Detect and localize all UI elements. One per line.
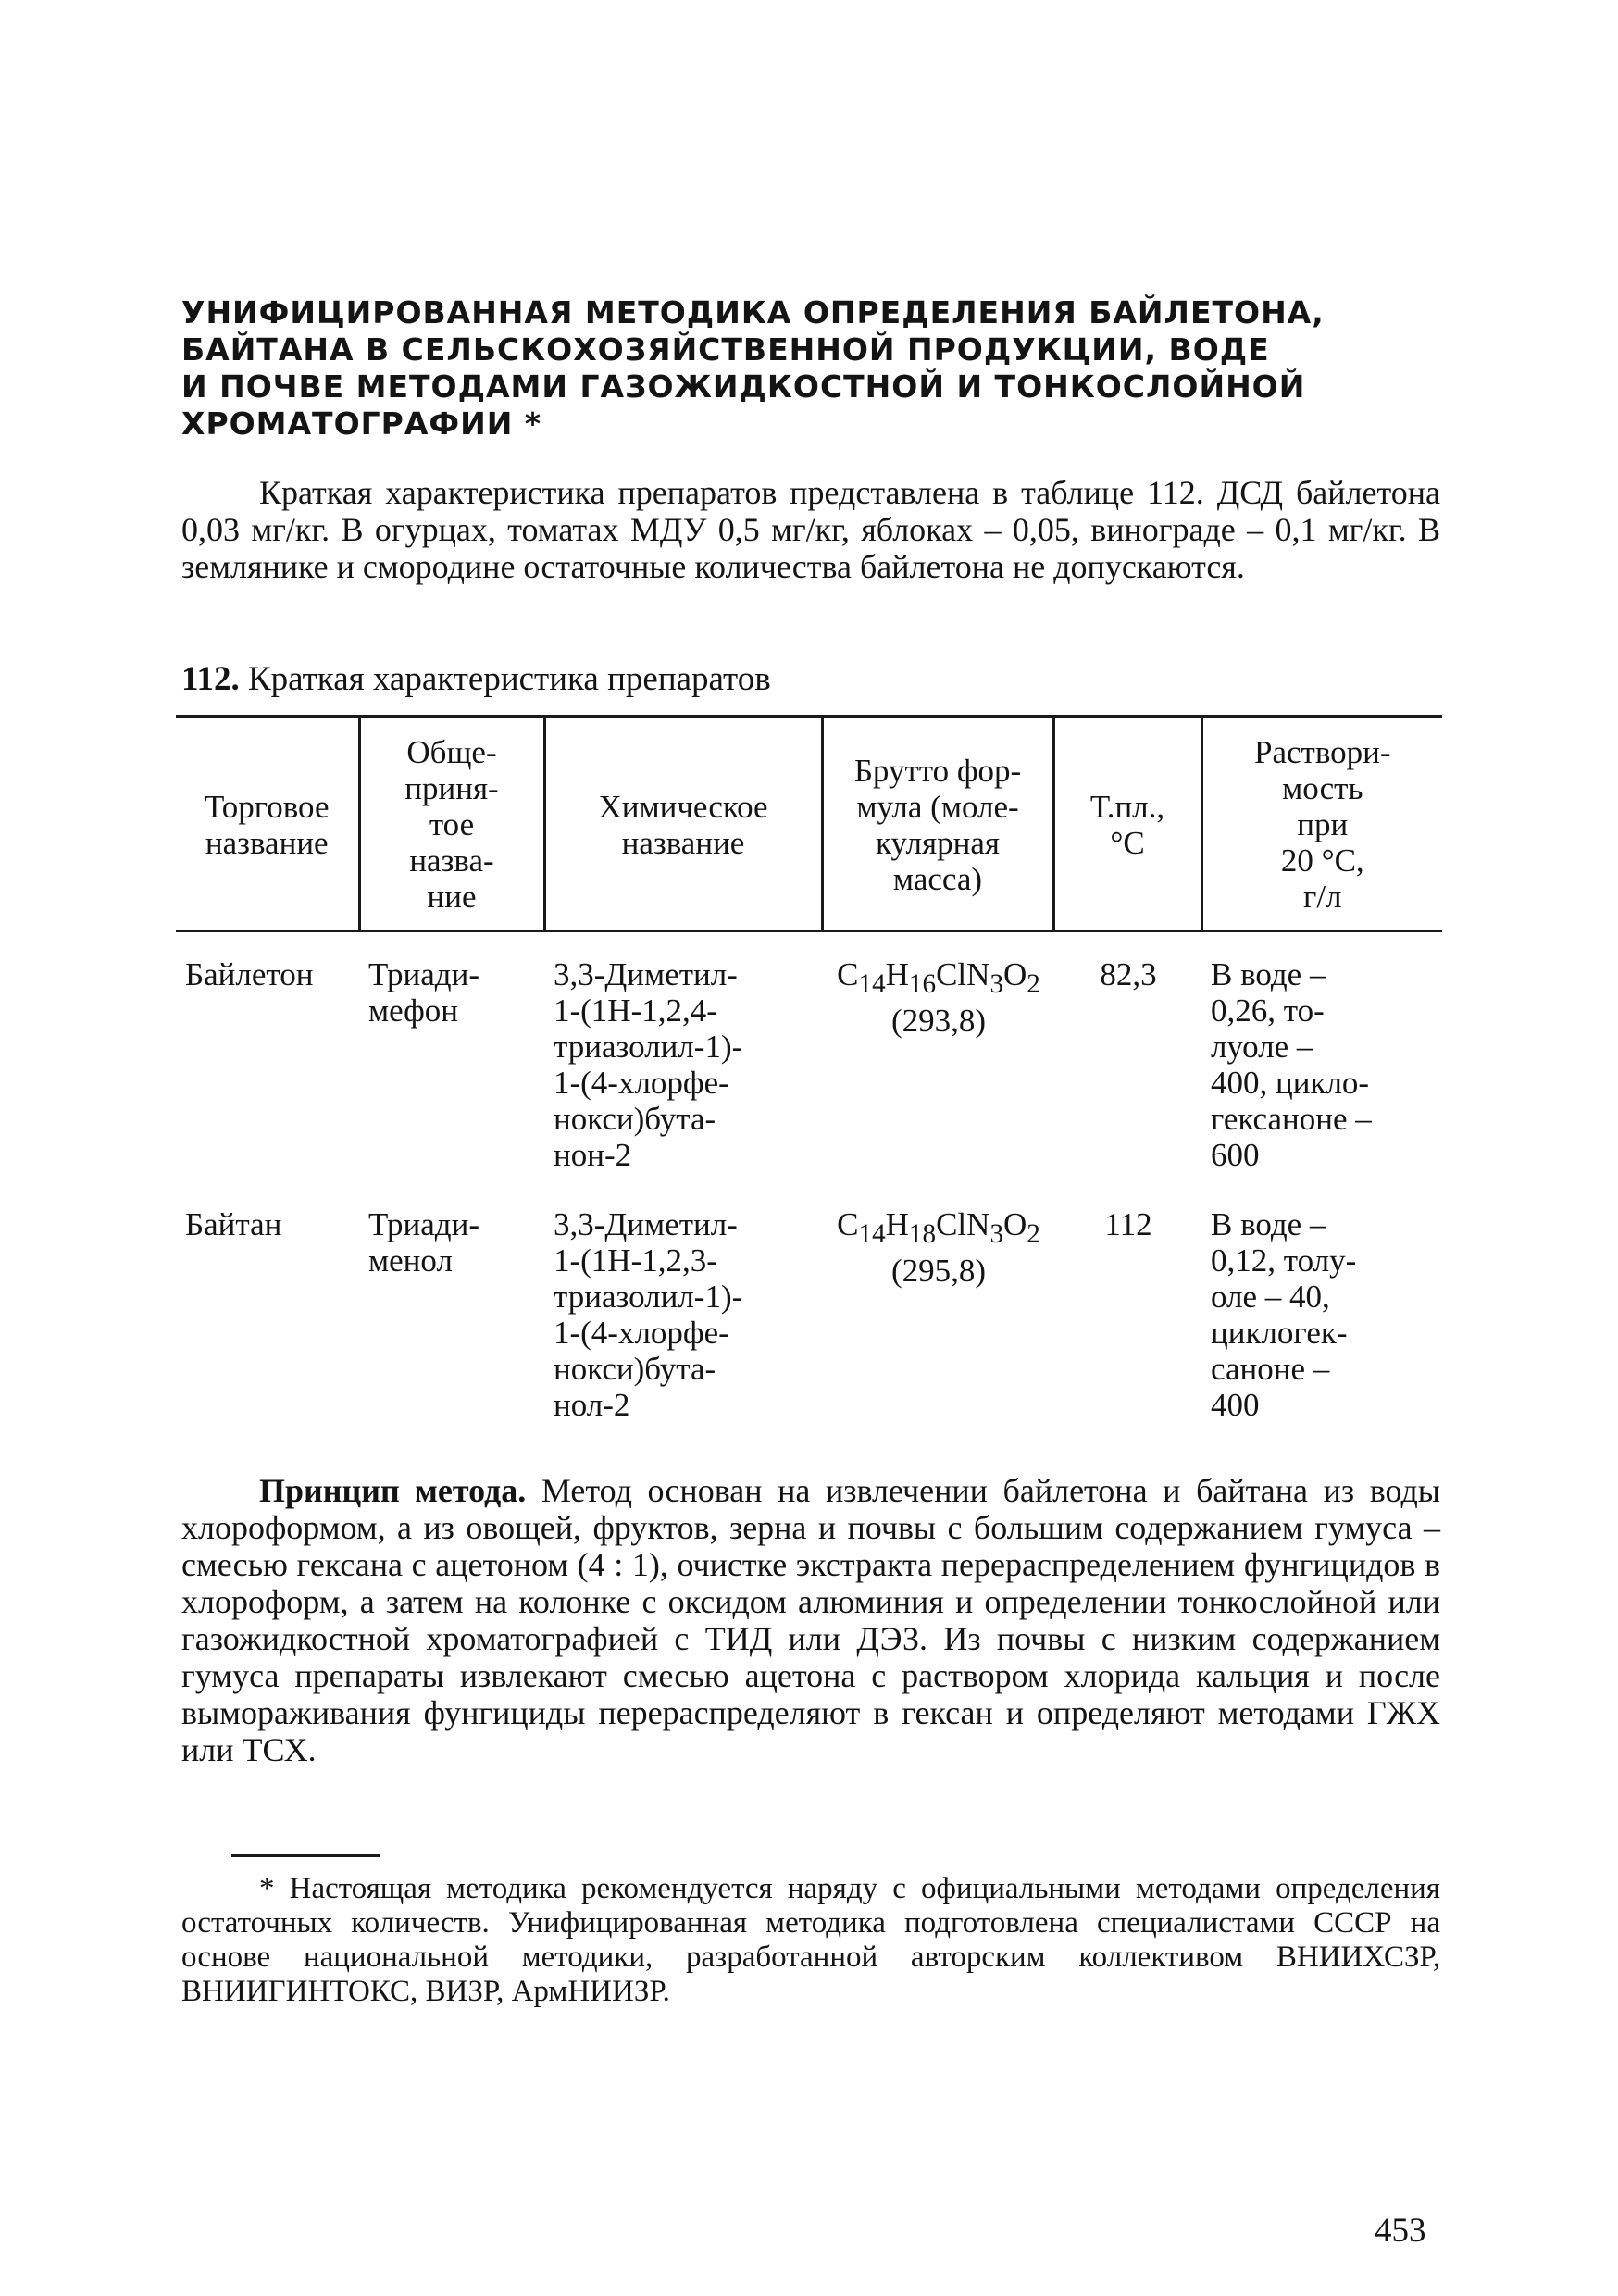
preparations-table-wrapper xyxy=(176,715,1442,1423)
title-line: ХРОМАТОГРАФИИ * xyxy=(181,406,542,442)
molecular-formula: $C_{14}H_{16}ClN_3O_2$ xyxy=(837,956,1040,999)
page-number: 453 xyxy=(1375,2212,1426,2250)
title-line: И ПОЧВЕ МЕТОДАМИ ГАЗОЖИДКОСТНОЙ И ТОНКОСЛОЙНОЙ xyxy=(181,368,1306,405)
table-row xyxy=(176,931,1442,1174)
principle-paragraph xyxy=(181,1472,1440,1768)
cell-chemical-name: 3,3-Диметил- 1-(1Н-1,2,3- триазолил-1)- 1-(4-хлорфе- нокси)бута- нол-2 xyxy=(554,1206,743,1423)
cell-trade-name: Байтан xyxy=(185,1206,282,1242)
table-caption-text: Краткая характеристика препаратов xyxy=(247,660,771,698)
footnote: * Настоящая методика рекомендуется наряду с официальными методами определения остаточных количеств. Унифицированная методика подготовлена специалистами СССР на основе национальной методики, разработанной авторским коллективом ВНИИХСЗР, ВНИИГИНТОКС, ВИЗР, АрмНИИЗР. xyxy=(181,1872,1440,2008)
preparations-table xyxy=(176,715,1442,1423)
cell-common-name: Триади- мефон xyxy=(368,956,480,1029)
header-chemical-name: Химическое название xyxy=(544,717,822,931)
title-line: БАЙТАНА В СЕЛЬСКОХОЗЯЙСТВЕННОЙ ПРОДУКЦИИ, ВОДЕ xyxy=(181,331,1270,368)
header-trade-name: Торговое название xyxy=(176,717,359,931)
table-header-row xyxy=(176,717,1442,931)
table-caption xyxy=(181,659,771,700)
molecular-mass: (293,8) xyxy=(890,1003,987,1039)
header-solubility: Раствори- мость при 20 °С, г/л xyxy=(1201,717,1442,931)
molecular-mass: (295,8) xyxy=(890,1253,987,1289)
table-number: 112. xyxy=(181,660,240,698)
cell-common-name: Триади- менол xyxy=(368,1206,480,1279)
cell-solubility: В воде – 0,26, то- луоле – 400, цикло- гексаноне – 600 xyxy=(1211,956,1372,1173)
header-common-name: Обще- приня- тое назва- ние xyxy=(359,717,544,931)
cell-formula xyxy=(822,1173,1053,1423)
principle-lead: Принцип метода. xyxy=(259,1472,527,1509)
intro-paragraph: Краткая характеристика препаратов представлена в таблице 112. ДСД байлетона 0,03 мг/кг. В огурцах, томатах МДУ 0,5 мг/кг, яблоках – 0,05, винограде – 0,1 мг/кг. В землянике и смородине остаточные количества байлетона не допускаются. xyxy=(181,474,1440,585)
principle-text: Метод основан на извлечении байлетона и байтана из воды хлороформом, а из овощей, фруктов, зерна и почвы с большим содержанием гумуса – смесью гексана с ацетоном (4 : 1), очистке экстракта перераспределением фунгицидов в хлороформ, а затем на колонке с оксидом алюминия и определении тонкослойной или газожидкостной хроматографией с ТИД или ДЭЗ. Из почвы с низким содержанием гумуса препараты извлекают смесью ацетона с раствором хлорида кальция и после вымораживания фунгициды перераспределяют в гексан и определяют методами ГЖХ или ТСХ. xyxy=(181,1472,1440,1768)
table-row xyxy=(176,1173,1442,1423)
header-melting-point: Т.пл., °С xyxy=(1053,717,1201,931)
cell-trade-name: Байлетон xyxy=(185,956,314,992)
cell-melting-point: 112 xyxy=(1104,1206,1152,1242)
header-formula: Брутто фор- мула (моле- кулярная масса) xyxy=(822,717,1053,931)
title-line: УНИФИЦИРОВАННАЯ МЕТОДИКА ОПРЕДЕЛЕНИЯ БАЙЛЕТОНА, xyxy=(181,294,1325,331)
cell-formula xyxy=(822,931,1053,1174)
cell-solubility: В воде – 0,12, толу- оле – 40, циклогек- саноне – 400 xyxy=(1211,1206,1357,1423)
document-title xyxy=(181,294,1459,443)
cell-melting-point: 82,3 xyxy=(1100,956,1157,992)
footnote-divider xyxy=(231,1854,380,1857)
cell-chemical-name: 3,3-Диметил- 1-(1Н-1,2,4- триазолил-1)- 1-(4-хлорфе- нокси)бута- нон-2 xyxy=(554,956,743,1173)
molecular-formula: $C_{14}H_{18}ClN_3O_2$ xyxy=(837,1206,1040,1249)
